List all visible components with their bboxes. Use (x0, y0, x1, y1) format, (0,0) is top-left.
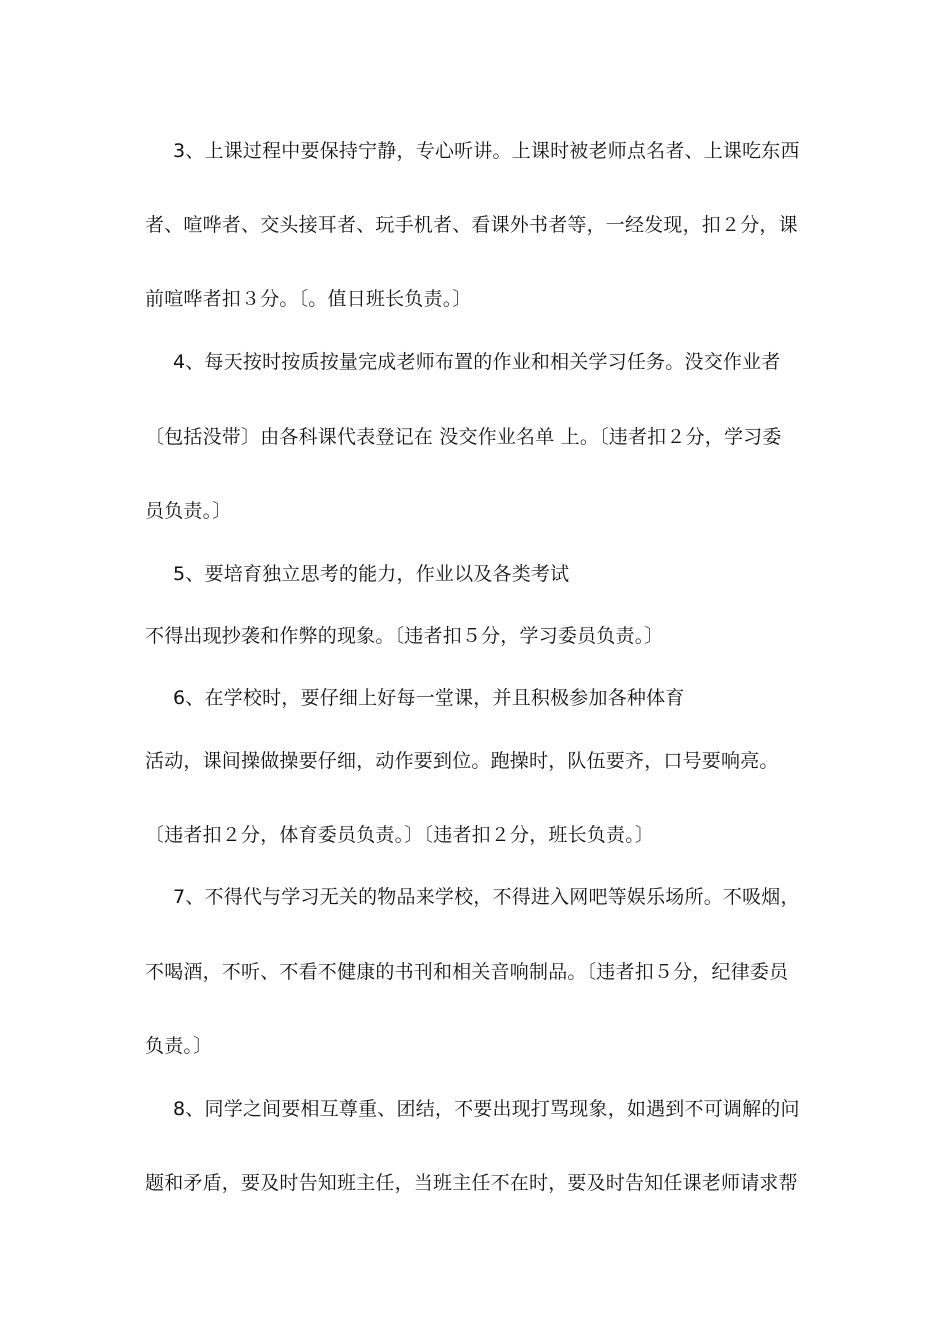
paragraph-line: 〔违者扣２分，体育委员负责。〕〔违者扣２分，班长负责。〕 (145, 824, 655, 846)
paragraph-line: 5、要培育独立思考的能力，作业以及各类考试 (173, 563, 570, 585)
paragraph-line: 负责。〕 (145, 1035, 213, 1057)
paragraph-line: 8、同学之间要相互尊重、团结，不要出现打骂现象，如遇到不可调解的问 (173, 1098, 800, 1120)
paragraph-line: 4、每天按时按质按量完成老师布置的作业和相关学习任务。没交作业者 (173, 351, 781, 373)
paragraph-line: 前喧哗者扣３分。〔。值日班长负责。〕 (145, 288, 472, 310)
paragraph-line: 活动，课间操做操要仔细，动作要到位。跑操时，队伍要齐，口号要响亮。 (145, 750, 779, 772)
paragraph-line: 不喝酒，不听、不看不健康的书刊和相关音响制品。〔违者扣５分，纪律委员 (145, 961, 789, 983)
paragraph-line: 员负责。〕 (145, 500, 232, 522)
paragraph-line: 者、喧哗者、交头接耳者、玩手机者、看课外书者等，一经发现，扣２分，课 (145, 214, 798, 236)
paragraph-line: 〔包括没带〕由各科课代表登记在 没交作业名单 上。〔违者扣２分，学习委 (145, 426, 782, 448)
paragraph-line: 6、在学校时，要仔细上好每一堂课，并且积极参加各种体育 (173, 687, 685, 709)
paragraph-line: 7、不得代与学习无关的物品来学校，不得进入网吧等娱乐场所。不吸烟， (173, 886, 800, 908)
paragraph-line: 不得出现抄袭和作弊的现象。〔违者扣５分，学习委员负责。〕 (145, 625, 664, 647)
paragraph-line: 3、上课过程中要保持宁静，专心听讲。上课时被老师点名者、上课吃东西 (173, 140, 800, 162)
paragraph-line: 题和矛盾，要及时告知班主任，当班主任不在时，要及时告知任课老师请求帮 (145, 1172, 798, 1194)
